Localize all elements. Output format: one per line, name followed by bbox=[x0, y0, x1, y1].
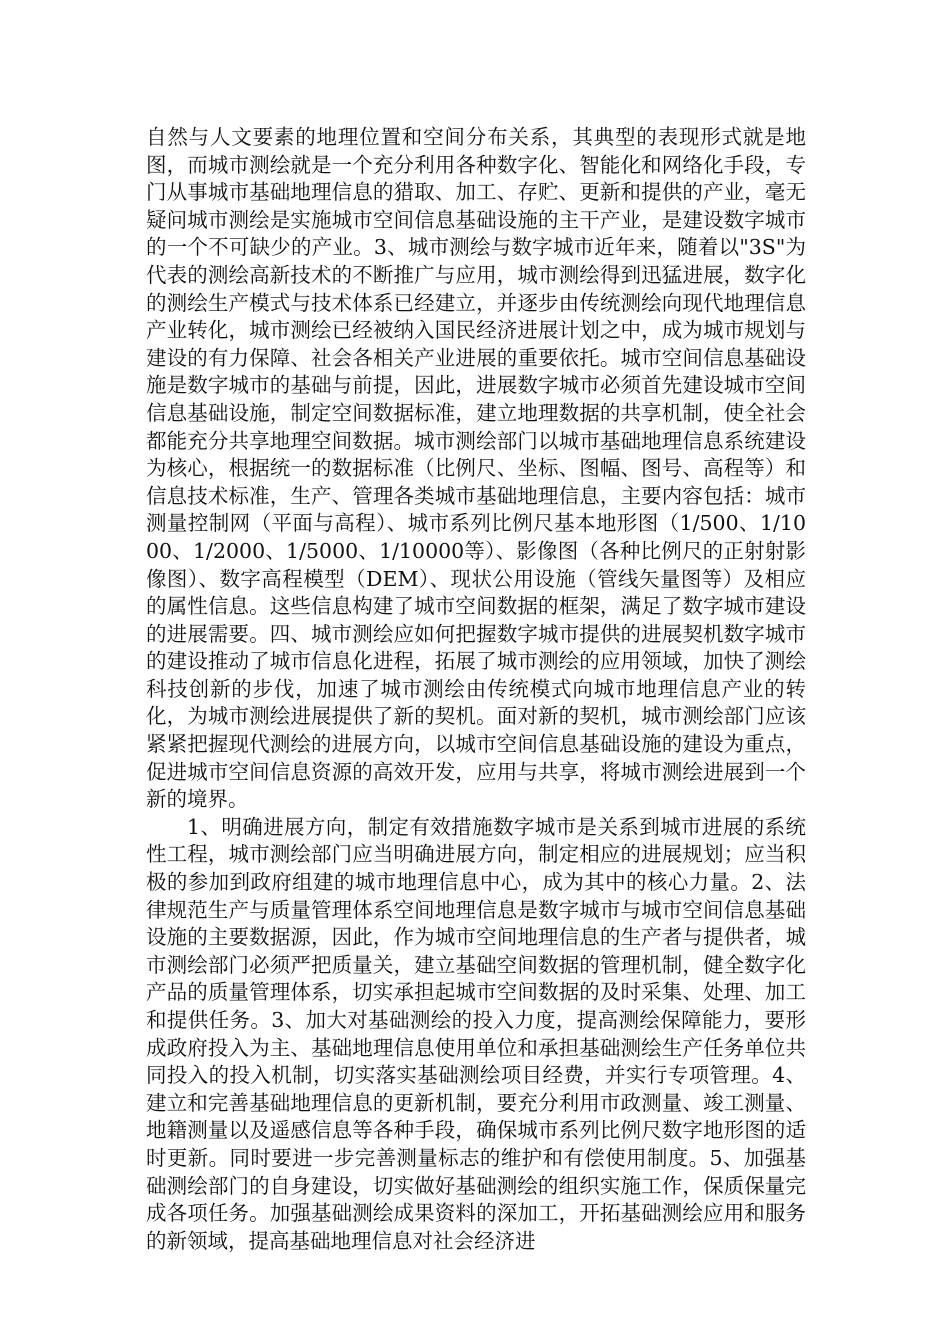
document-body bbox=[146, 124, 806, 1255]
paragraph-2: 1、明确进展方向，制定有效措施数字城市是关系到城市进展的系统性工程，城市测绘部门应当明确进展方向，制定相应的进展规划；应当积极的参加到政府组建的城市地理信息中心，成为其中的核心力量。2、法律规范生产与质量管理体系空间地理信息是数字城市与城市空间信息基础设施的主要数据源，因此，作为城市空间地理信息的生产者与提供者，城市测绘部门必须严把质量关，建立基础空间数据的管理机制，健全数字化产品的质量管理体系，切实承担起城市空间数据的及时采集、处理、加工和提供任务。3、加大对基础测绘的投入力度，提高测绘保障能力，要形成政府投入为主、基础地理信息使用单位和承担基础测绘生产任务单位共同投入的投入机制，切实落实基础测绘项目经费，并实行专项管理。4、建立和完善基础地理信息的更新机制，要充分利用市政测量、竣工测量、地籍测量以及遥感信息等各种手段，确保城市系列比例尺数字地形图的适时更新。同时要进一步完善测量标志的维护和有偿使用制度。5、加强基础测绘部门的自身建设，切实做好基础测绘的组织实施工作，保质保量完成各项任务。加强基础测绘成果资料的深加工，开拓基础测绘应用和服务的新领域，提高基础地理信息对社会经济进 bbox=[146, 814, 806, 1253]
paragraph-1: 自然与人文要素的地理位置和空间分布关系，其典型的表现形式就是地图，而城市测绘就是一个充分利用各种数字化、智能化和网络化手段，专门从事城市基础地理信息的猎取、加工、存贮、更新和提供的产业，毫无疑问城市测绘是实施城市空间信息基础设施的主干产业，是建设数字城市的一个不可缺少的产业。3、城市测绘与数字城市近年来，随着以"3S"为代表的测绘高新技术的不断推广与应用，城市测绘得到迅猛进展，数字化的测绘生产模式与技术体系已经建立，并逐步由传统测绘向现代地理信息产业转化，城市测绘已经被纳入国民经济进展计划之中，成为城市规划与建设的有力保障、社会各相关产业进展的重要依托。城市空间信息基础设施是数字城市的基础与前提，因此，进展数字城市必须首先建设城市空间信息基础设施，制定空间数据标准，建立地理数据的共享机制，使全社会都能充分共享地理空间数据。城市测绘部门以城市基础地理信息系统建设为核心，根据统一的数据标准（比例尺、坐标、图幅、图号、高程等）和信息技术标准，生产、管理各类城市基础地理信息，主要内容包括：城市测量控制网（平面与高程）、城市系列比例尺基本地形图（1/500、1/1000、1/2000、1/5000、1/10000等）、影像图（各种比例尺的正射射影像图）、数字高程模型（DEM）、现状公用设施（管线矢量图等）及相应的属性信息。这些信息构建了城市空间数据的框架，满足了数字城市建设的进展需要。四、城市测绘应如何把握数字城市提供的进展契机数字城市的建设推动了城市信息化进程，拓展了城市测绘的应用领域，加快了测绘科技创新的步伐，加速了城市测绘由传统模式向城市地理信息产业的转化，为城市测绘进展提供了新的契机。面对新的契机，城市测绘部门应该紧紧把握现代测绘的进展方向，以城市空间信息基础设施的建设为重点，促进城市空间信息资源的高效开发，应用与共享，将城市测绘进展到一个新的境界。 bbox=[146, 125, 806, 812]
